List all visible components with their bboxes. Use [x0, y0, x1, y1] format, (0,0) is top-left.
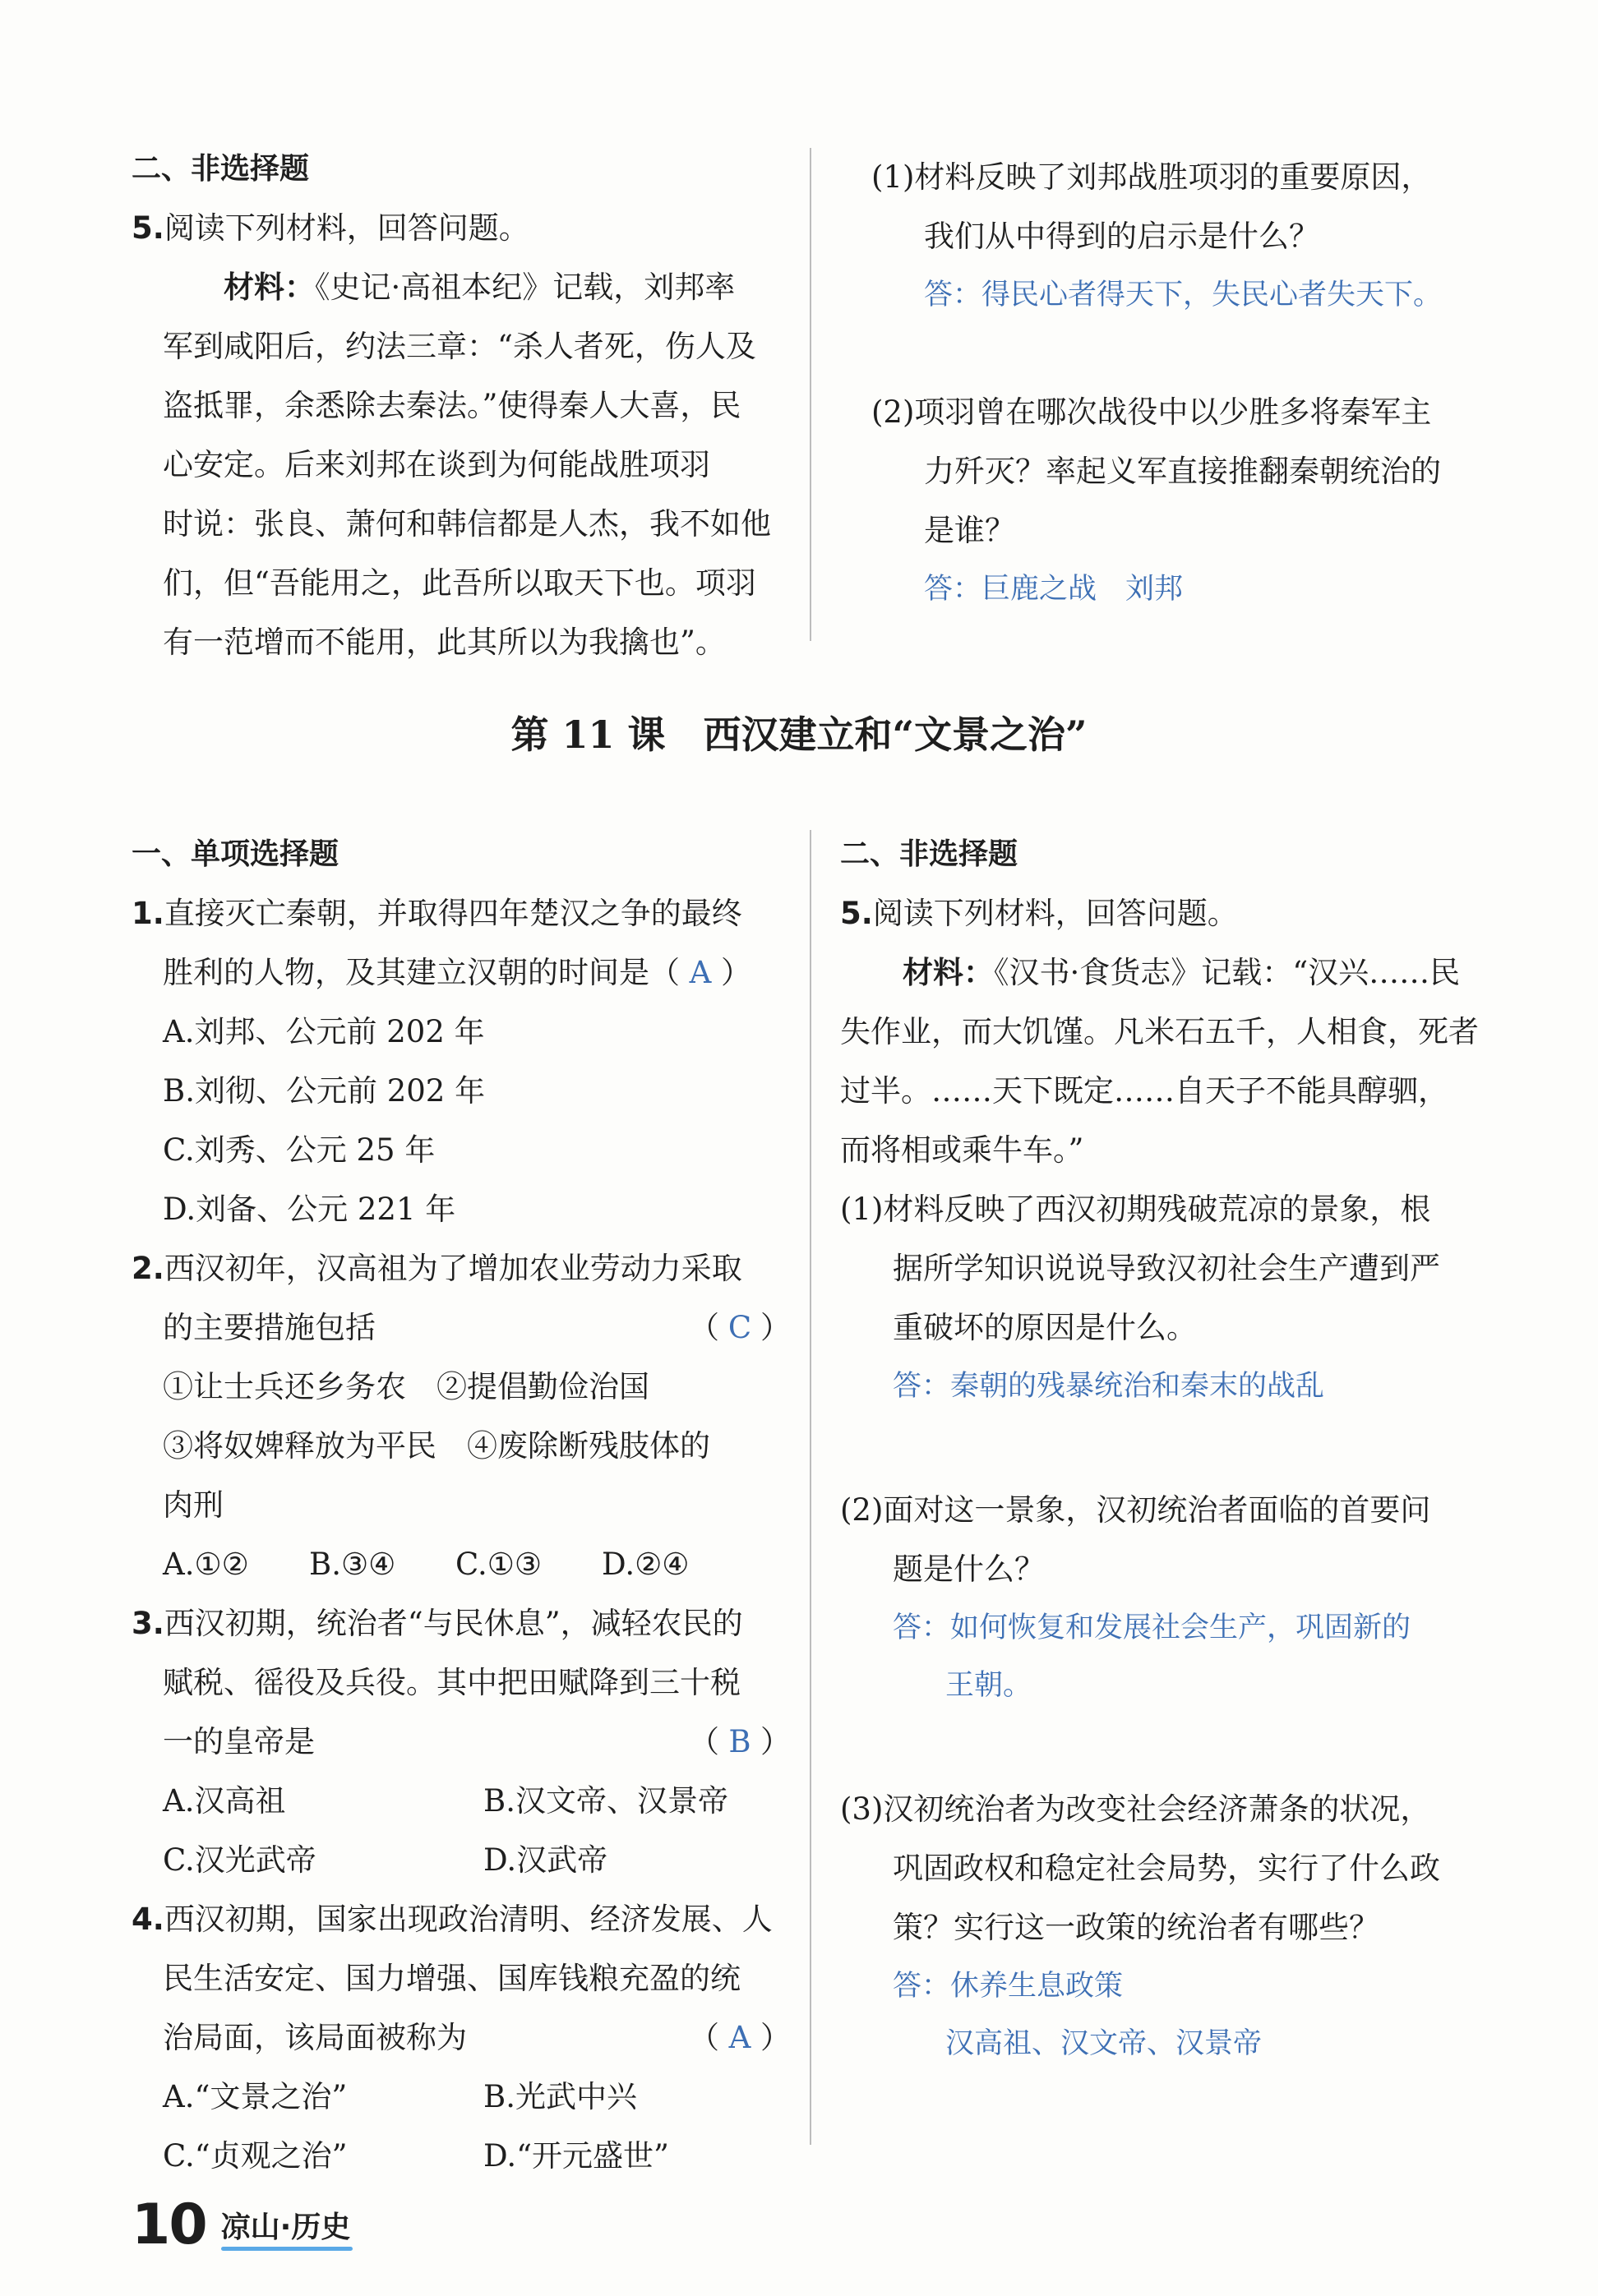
material-line: 材料：《史记·高祖本纪》记载，刘邦率 — [224, 270, 736, 305]
bottom-left-column — [132, 825, 789, 2186]
option: C.“贞观之治” — [163, 2138, 348, 2174]
option: D.刘备、公元 221 年 — [163, 1192, 456, 1227]
sub-question-1: (1)材料反映了刘邦战胜项羽的重要原因， — [871, 159, 1432, 195]
options-row — [132, 1831, 789, 1890]
sub-question-2: (2)面对这一景象，汉初统治者面临的首要问 — [840, 1492, 1431, 1528]
answer-text: 答：得民心者得天下，失民心者失天下。 — [924, 279, 1443, 311]
material-line: 过半。……天下既定……自天子不能具醇驷， — [840, 1073, 1448, 1109]
options-row — [132, 2068, 789, 2127]
answer-text: 汉高祖、汉文帝、汉景帝 — [945, 2027, 1263, 2060]
material-line: 时说：张良、萧何和韩信都是人杰，我不如他 — [163, 506, 771, 542]
options-row — [132, 1535, 789, 1594]
footer-underline — [221, 2247, 353, 2251]
question-3-cont: 赋税、徭役及兵役。其中把田赋降到三十税 — [163, 1665, 741, 1700]
option: B.汉文帝、汉景帝 — [483, 1783, 728, 1819]
material-line: 们，但“吾能用之，此吾所以取天下也。项羽 — [163, 565, 756, 601]
page-number: 10 — [132, 2192, 206, 2257]
option: C.汉光武帝 — [163, 1842, 316, 1878]
answer-text: 答：秦朝的残暴统治和秦末的战乱 — [893, 1370, 1325, 1403]
option: C.①③ — [455, 1547, 543, 1582]
question-5: 5.阅读下列材料，回答问题。 — [840, 896, 1238, 931]
section-heading: 一、单项选择题 — [132, 837, 339, 871]
option: D.“开元盛世” — [483, 2138, 669, 2174]
option: A.①② — [163, 1547, 249, 1582]
option: B.刘彻、公元前 202 年 — [163, 1073, 486, 1109]
column-divider-bottom — [810, 830, 811, 2145]
footer-title: 凉山·历史 — [221, 2204, 351, 2246]
answer-letter: B — [728, 1724, 751, 1759]
sub-question-1-cont: 重破坏的原因是什么。 — [893, 1310, 1197, 1345]
answer-text: 王朝。 — [945, 1669, 1032, 1702]
statement-item: ③将奴婢释放为平民 ④废除断残肢体的 — [163, 1428, 710, 1464]
option: D.②④ — [602, 1547, 690, 1582]
option: A.汉高祖 — [163, 1783, 286, 1819]
options-row — [132, 2127, 789, 2186]
lesson-title: 第 11 课 西汉建立和“文景之治” — [510, 712, 1088, 757]
material-line: 盗抵罪，余悉除去秦法。”使得秦人大喜，民 — [163, 388, 741, 423]
option: B.光武中兴 — [483, 2079, 637, 2114]
question-5: 5.阅读下列材料，回答问题。 — [132, 210, 529, 246]
sub-question-1: (1)材料反映了西汉初期残破荒凉的景象，根 — [840, 1192, 1431, 1227]
sub-question-2-cont: 力歼灭？率起义军直接推翻秦朝统治的 — [924, 454, 1441, 489]
sub-question-2: (2)项羽曾在哪次战役中以少胜多将秦军主 — [871, 394, 1432, 430]
bottom-right-column — [840, 825, 1514, 2072]
column-divider-top — [810, 148, 811, 641]
answer-letter: A — [728, 2020, 751, 2055]
question-3: 3.西汉初期，统治者“与民休息”，减轻农民的 — [132, 1606, 743, 1641]
page-footer — [132, 2192, 350, 2257]
option: D.汉武帝 — [483, 1842, 608, 1878]
sub-question-1-cont: 我们从中得到的启示是什么？ — [924, 219, 1319, 254]
answer-letter: A — [689, 955, 712, 990]
material-line: 材料：《汉书·食货志》记载：“汉兴……民 — [903, 955, 1461, 990]
material-line: 心安定。后来刘邦在谈到为何能战胜项羽 — [163, 447, 710, 482]
question-2: 2.西汉初年，汉高祖为了增加农业劳动力采取 — [132, 1251, 742, 1286]
answer-text: 答：休养生息政策 — [893, 1970, 1124, 2003]
question-2-cont: 的主要措施包括 （ C ） — [132, 1298, 791, 1358]
material-line: 失作业，而大饥馑。凡米石五千，人相食，死者 — [840, 1014, 1479, 1049]
sub-question-2-cont: 是谁？ — [924, 513, 1015, 548]
question-4: 4.西汉初期，国家出现政治清明、经济发展、人 — [132, 1902, 773, 1937]
statement-item: ①让士兵还乡务农 ②提倡勤俭治国 — [163, 1369, 649, 1404]
material-line: 军到咸阳后，约法三章：“杀人者死，伤人及 — [163, 329, 756, 364]
question-4-cont: 治局面，该局面被称为 （ A ） — [132, 2008, 791, 2068]
question-3-cont: 一的皇帝是 （ B ） — [132, 1713, 791, 1772]
statement-item: 肉刑 — [163, 1487, 224, 1523]
top-left-column — [132, 140, 789, 672]
material-line: 而将相或乘牛车。” — [840, 1132, 1084, 1168]
sub-question-3: (3)汉初统治者为改变社会经济萧条的状况， — [840, 1791, 1431, 1827]
section-heading: 二、非选择题 — [132, 152, 310, 186]
option: A.刘邦、公元前 202 年 — [163, 1014, 485, 1049]
answer-text: 答：如何恢复和发展社会生产，巩固新的 — [893, 1611, 1411, 1644]
question-4-cont: 民生活安定、国力增强、国库钱粮充盈的统 — [163, 1961, 741, 1996]
sub-question-1-cont: 据所学知识说说导致汉初社会生产遭到严 — [893, 1251, 1440, 1286]
sub-question-2-cont: 题是什么？ — [893, 1551, 1045, 1587]
section-heading: 二、非选择题 — [840, 837, 1018, 871]
question-1-cont: 胜利的人物，及其建立汉朝的时间是（ A ） — [132, 943, 789, 1003]
option: C.刘秀、公元 25 年 — [163, 1132, 436, 1168]
sub-question-3-cont: 策？实行这一政策的统治者有哪些？ — [893, 1910, 1379, 1945]
material-line: 有一范增而不能用，此其所以为我擒也”。 — [163, 625, 726, 660]
answer-letter: C — [727, 1310, 752, 1345]
answer-text: 答：巨鹿之战 刘邦 — [924, 573, 1184, 606]
question-1: 1.直接灭亡秦朝，并取得四年楚汉之争的最终 — [132, 896, 742, 931]
option: B.③④ — [309, 1547, 396, 1582]
sub-question-3-cont: 巩固政权和稳定社会局势，实行了什么政 — [893, 1851, 1440, 1886]
top-right-column — [871, 148, 1513, 618]
options-row — [132, 1772, 789, 1831]
option: A.“文景之治” — [163, 2079, 348, 2114]
